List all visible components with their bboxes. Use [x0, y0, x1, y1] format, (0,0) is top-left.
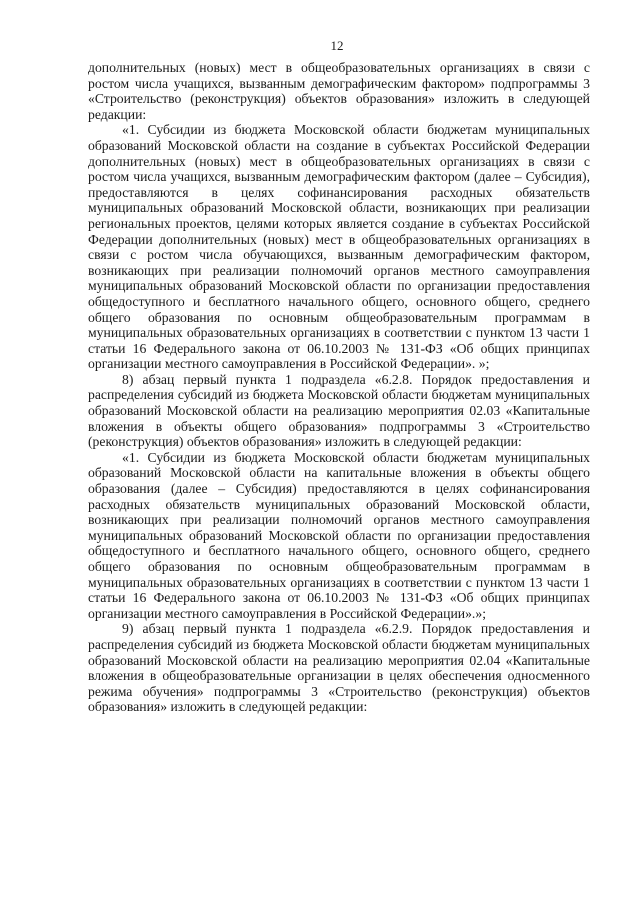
paragraph-item-8: 8) абзац первый пункта 1 подраздела «6.2.8. Порядок предоставления и распределения субсидий из бюджета Московской области бюджетам муниципальных образований Московской области на реализацию мероприятия 02.03 «Капитальные вложения в объекты общего образования» подпрограммы 3 «Строительство (реконструкция) объектов образования» изложить в следующей редакции:: [88, 371, 590, 450]
document-body: [88, 60, 590, 715]
paragraph-subsidy-new-places: «1. Субсидии из бюджета Московской области бюджетам муниципальных образований Московской области на создание в субъектах Российской Федерации дополнительных (новых) мест в общеобразовательных организациях в связи с ростом числа учащихся, вызванным демографическим фактором (далее – Субсидия), предоставляются в целях софинансирования расходных обязательств муниципальных образований Московской области, возникающих при реализации региональных проектов, целями которых является создание в субъектах Российской Федерации дополнительных (новых) мест в общеобразовательных организациях в связи с ростом числа обучающихся, вызванным демографическим фактором, возникающих при реализации полномочий органов местного самоуправления муниципальных образований Московской области по организации предоставления общедоступного и бесплатного начального общего, основного общего, среднего общего образования по основным общеобразовательным программам в муниципальных образовательных организациях в соответствии с пунктом 13 части 1 статьи 16 Федерального закона от 06.10.2003 № 131-ФЗ «Об общих принципах организации местного самоуправления в Российской Федерации». »;: [88, 122, 590, 372]
paragraph-continuation: дополнительных (новых) мест в общеобразовательных организациях в связи с ростом числа учащихся, вызванным демографическим фактором» подпрограммы 3 «Строительство (реконструкция) объектов образования» изложить в следующей редакции:: [88, 60, 590, 122]
page-number: 12: [330, 38, 344, 53]
paragraph-subsidy-capital-investment: «1. Субсидии из бюджета Московской области бюджетам муниципальных образований Московской области на капитальные вложения в объекты общего образования (далее – Субсидия) предоставляются в целях софинансирования расходных обязательств муниципальных образований Московской области, возникающих при реализации полномочий органов местного самоуправления муниципальных образований Московской области по организации предоставления общедоступного и бесплатного начального общего, основного общего, среднего общего образования по основным общеобразовательным программам в муниципальных образовательных организациях в соответствии с пунктом 13 части 1 статьи 16 Федерального закона от 06.10.2003 № 131-ФЗ «Об общих принципах организации местного самоуправления в Российской Федерации».»;: [88, 449, 590, 621]
paragraph-item-9: 9) абзац первый пункта 1 подраздела «6.2.9. Порядок предоставления и распределения субсидий из бюджета Московской области бюджетам муниципальных образований Московской области на реализацию мероприятия 02.04 «Капитальные вложения в общеобразовательные организации в целях обеспечения односменного режима обучения» подпрограммы 3 «Строительство (реконструкция) объектов образования» изложить в следующей редакции:: [88, 621, 590, 715]
